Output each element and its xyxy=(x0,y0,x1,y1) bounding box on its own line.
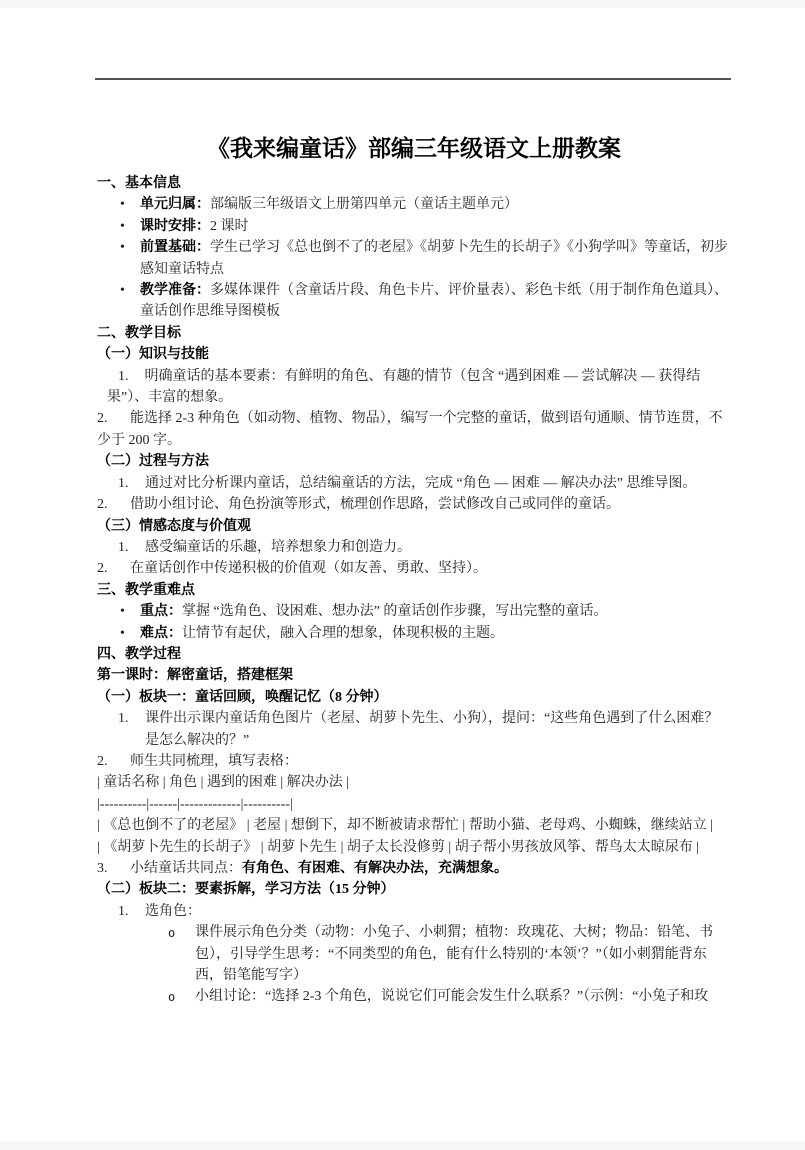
section-heading-basic-info: 一、基本信息 xyxy=(97,176,181,191)
item-text: 能选择 2-3 种角色（如动物、植物、物品），编写一个完整的童话，做到语句通顺、情节连贯，不少于 200 字。 xyxy=(97,411,723,448)
numbered-item xyxy=(97,537,731,558)
section-heading-objectives: 二、教学目标 xyxy=(97,325,181,341)
sub-item-text: 课件展示角色分类（动物：小兔子、小刺猬；植物：玫瑰花、大树；物品：铅笔、书包），引导学生思考：“不同类型的角色，能有什么特别的‘本领’？”（如小刺猬能背东西，铅笔能写字） xyxy=(195,925,713,984)
bullet-label: 课时安排： xyxy=(140,218,210,234)
bullet-icon: • xyxy=(120,240,125,256)
circle-bullet-icon: o xyxy=(168,990,176,1005)
item-text-bold: 有角色、有困难、有解决办法，充满想象。 xyxy=(242,861,508,876)
bullet-item-key xyxy=(97,601,731,622)
bullet-label: 前置基础： xyxy=(140,240,210,256)
numbered-item xyxy=(97,494,731,515)
sub-item-text: 小组讨论：“选择 2-3 个角色，说说它们可能会发生什么联系？”（示例：“小兔子和玫 xyxy=(195,989,709,1005)
page-margin-top xyxy=(0,0,805,8)
item-text: 小结童话共同点： xyxy=(130,861,242,876)
page-margin-bottom xyxy=(0,1141,805,1150)
bullet-item-hours xyxy=(97,216,731,237)
subheading-knowledge: （一）知识与技能 xyxy=(97,347,209,363)
item-number: 2. xyxy=(97,753,108,769)
table-line-separator: |----------|------|-------------|----------| xyxy=(97,796,293,812)
item-text: 选角色： xyxy=(145,903,201,919)
subheading-emotion: （三）情感态度与价值观 xyxy=(97,518,251,534)
item-text: 借助小组讨论、角色扮演等形式，梳理创作思路，尝试修改自己或同伴的童话。 xyxy=(130,497,620,513)
numbered-item xyxy=(97,751,731,772)
bullet-text: 2 课时 xyxy=(210,218,249,234)
numbered-item xyxy=(97,708,731,751)
bullet-item-unit xyxy=(97,194,731,215)
numbered-item xyxy=(97,473,731,494)
bullet-text: 学生已学习《总也倒不了的老屋》《胡萝卜先生的长胡子》《小狗学叫》等童话，初步感知童话特点 xyxy=(140,240,728,277)
table-line-header: | 童话名称 | 角色 | 遇到的困难 | 解决办法 | xyxy=(97,775,350,791)
numbered-item xyxy=(97,858,731,879)
item-number: 3. xyxy=(97,861,108,876)
item-number: 1. xyxy=(118,711,129,727)
circle-bullet-icon: o xyxy=(168,926,176,941)
document-content xyxy=(97,133,731,1008)
bullet-item-difficulty xyxy=(97,623,731,644)
bullet-label: 教学准备： xyxy=(140,283,210,299)
bullet-label: 难点： xyxy=(140,625,182,641)
bullet-icon: • xyxy=(120,604,125,620)
numbered-item xyxy=(97,366,731,409)
item-number: 2. xyxy=(97,561,108,577)
lesson1-heading: 第一课时：解密童话，搭建框架 xyxy=(97,668,293,684)
item-number: 1. xyxy=(118,475,129,491)
item-text: 通过对比分析课内童话，总结编童话的方法，完成 “角色 — 困难 — 解决办法” 思维导图。 xyxy=(145,475,697,491)
bullet-text: 掌握 “选角色、设困难、想办法” 的童话创作步骤，写出完整的童话。 xyxy=(182,604,608,620)
bullet-label: 重点： xyxy=(140,604,182,620)
bullet-text: 让情节有起伏，融入合理的想象，体现积极的主题。 xyxy=(182,625,504,641)
sub-bullet-item xyxy=(97,922,731,986)
bullet-icon: • xyxy=(120,197,125,213)
item-number: 2. xyxy=(97,497,108,513)
item-number: 1. xyxy=(118,539,129,555)
header-rule xyxy=(95,78,731,80)
bullet-icon: • xyxy=(120,283,125,299)
sub-bullet-item xyxy=(97,986,731,1007)
bullet-label: 单元归属： xyxy=(140,197,210,213)
bullet-item-materials xyxy=(97,280,731,323)
item-text: 感受编童话的乐趣，培养想象力和创造力。 xyxy=(145,539,411,555)
item-text: 课件出示课内童话角色图片（老屋、胡萝卜先生、小狗），提问：“这些角色遇到了什么困难？是怎么解决的？” xyxy=(145,711,719,748)
numbered-item xyxy=(97,408,731,451)
numbered-item xyxy=(97,558,731,579)
item-number: 2. xyxy=(97,411,108,427)
section-heading-teaching-process: 四、教学过程 xyxy=(97,646,181,662)
bullet-icon: • xyxy=(120,625,125,641)
item-number: 1. xyxy=(118,903,129,919)
subheading-process: （二）过程与方法 xyxy=(97,454,209,470)
document-title: 《我来编童话》部编三年级语文上册教案 xyxy=(207,136,621,161)
table-line-row: | 《胡萝卜先生的长胡子》 | 胡萝卜先生 | 胡子太长没修剪 | 胡子帮小男孩放风筝、帮鸟太太晾尿布 | xyxy=(97,839,700,855)
item-number: 1. xyxy=(118,368,129,384)
bullet-icon: • xyxy=(120,218,125,234)
item-text: 在童话创作中传递积极的价值观（如友善、勇敢、坚持）。 xyxy=(130,561,487,577)
bullet-text: 部编版三年级语文上册第四单元（童话主题单元） xyxy=(210,197,518,213)
bullet-text: 多媒体课件（含童话片段、角色卡片、评价量表）、彩色卡纸（用于制作角色道具）、童话创作思维导图模板 xyxy=(140,283,728,320)
item-text: 师生共同梳理，填写表格： xyxy=(130,753,298,769)
table-line-row: | 《总也倒不了的老屋》 | 老屋 | 想倒下，却不断被请求帮忙 | 帮助小猫、老母鸡、小蜘蛛，继续站立 | xyxy=(97,818,714,834)
numbered-item xyxy=(97,901,731,922)
bullet-item-prereq xyxy=(97,237,731,280)
section-heading-key-points: 三、教学重难点 xyxy=(97,582,195,598)
item-text: 明确童话的基本要素：有鲜明的角色、有趣的情节（包含 “遇到困难 — 尝试解决 — 获得结果”）、丰富的想象。 xyxy=(107,368,701,406)
block2-heading: （二）板块二：要素拆解，学习方法（15 分钟） xyxy=(97,882,395,898)
block1-heading: （一）板块一：童话回顾，唤醒记忆（8 分钟） xyxy=(97,689,388,705)
